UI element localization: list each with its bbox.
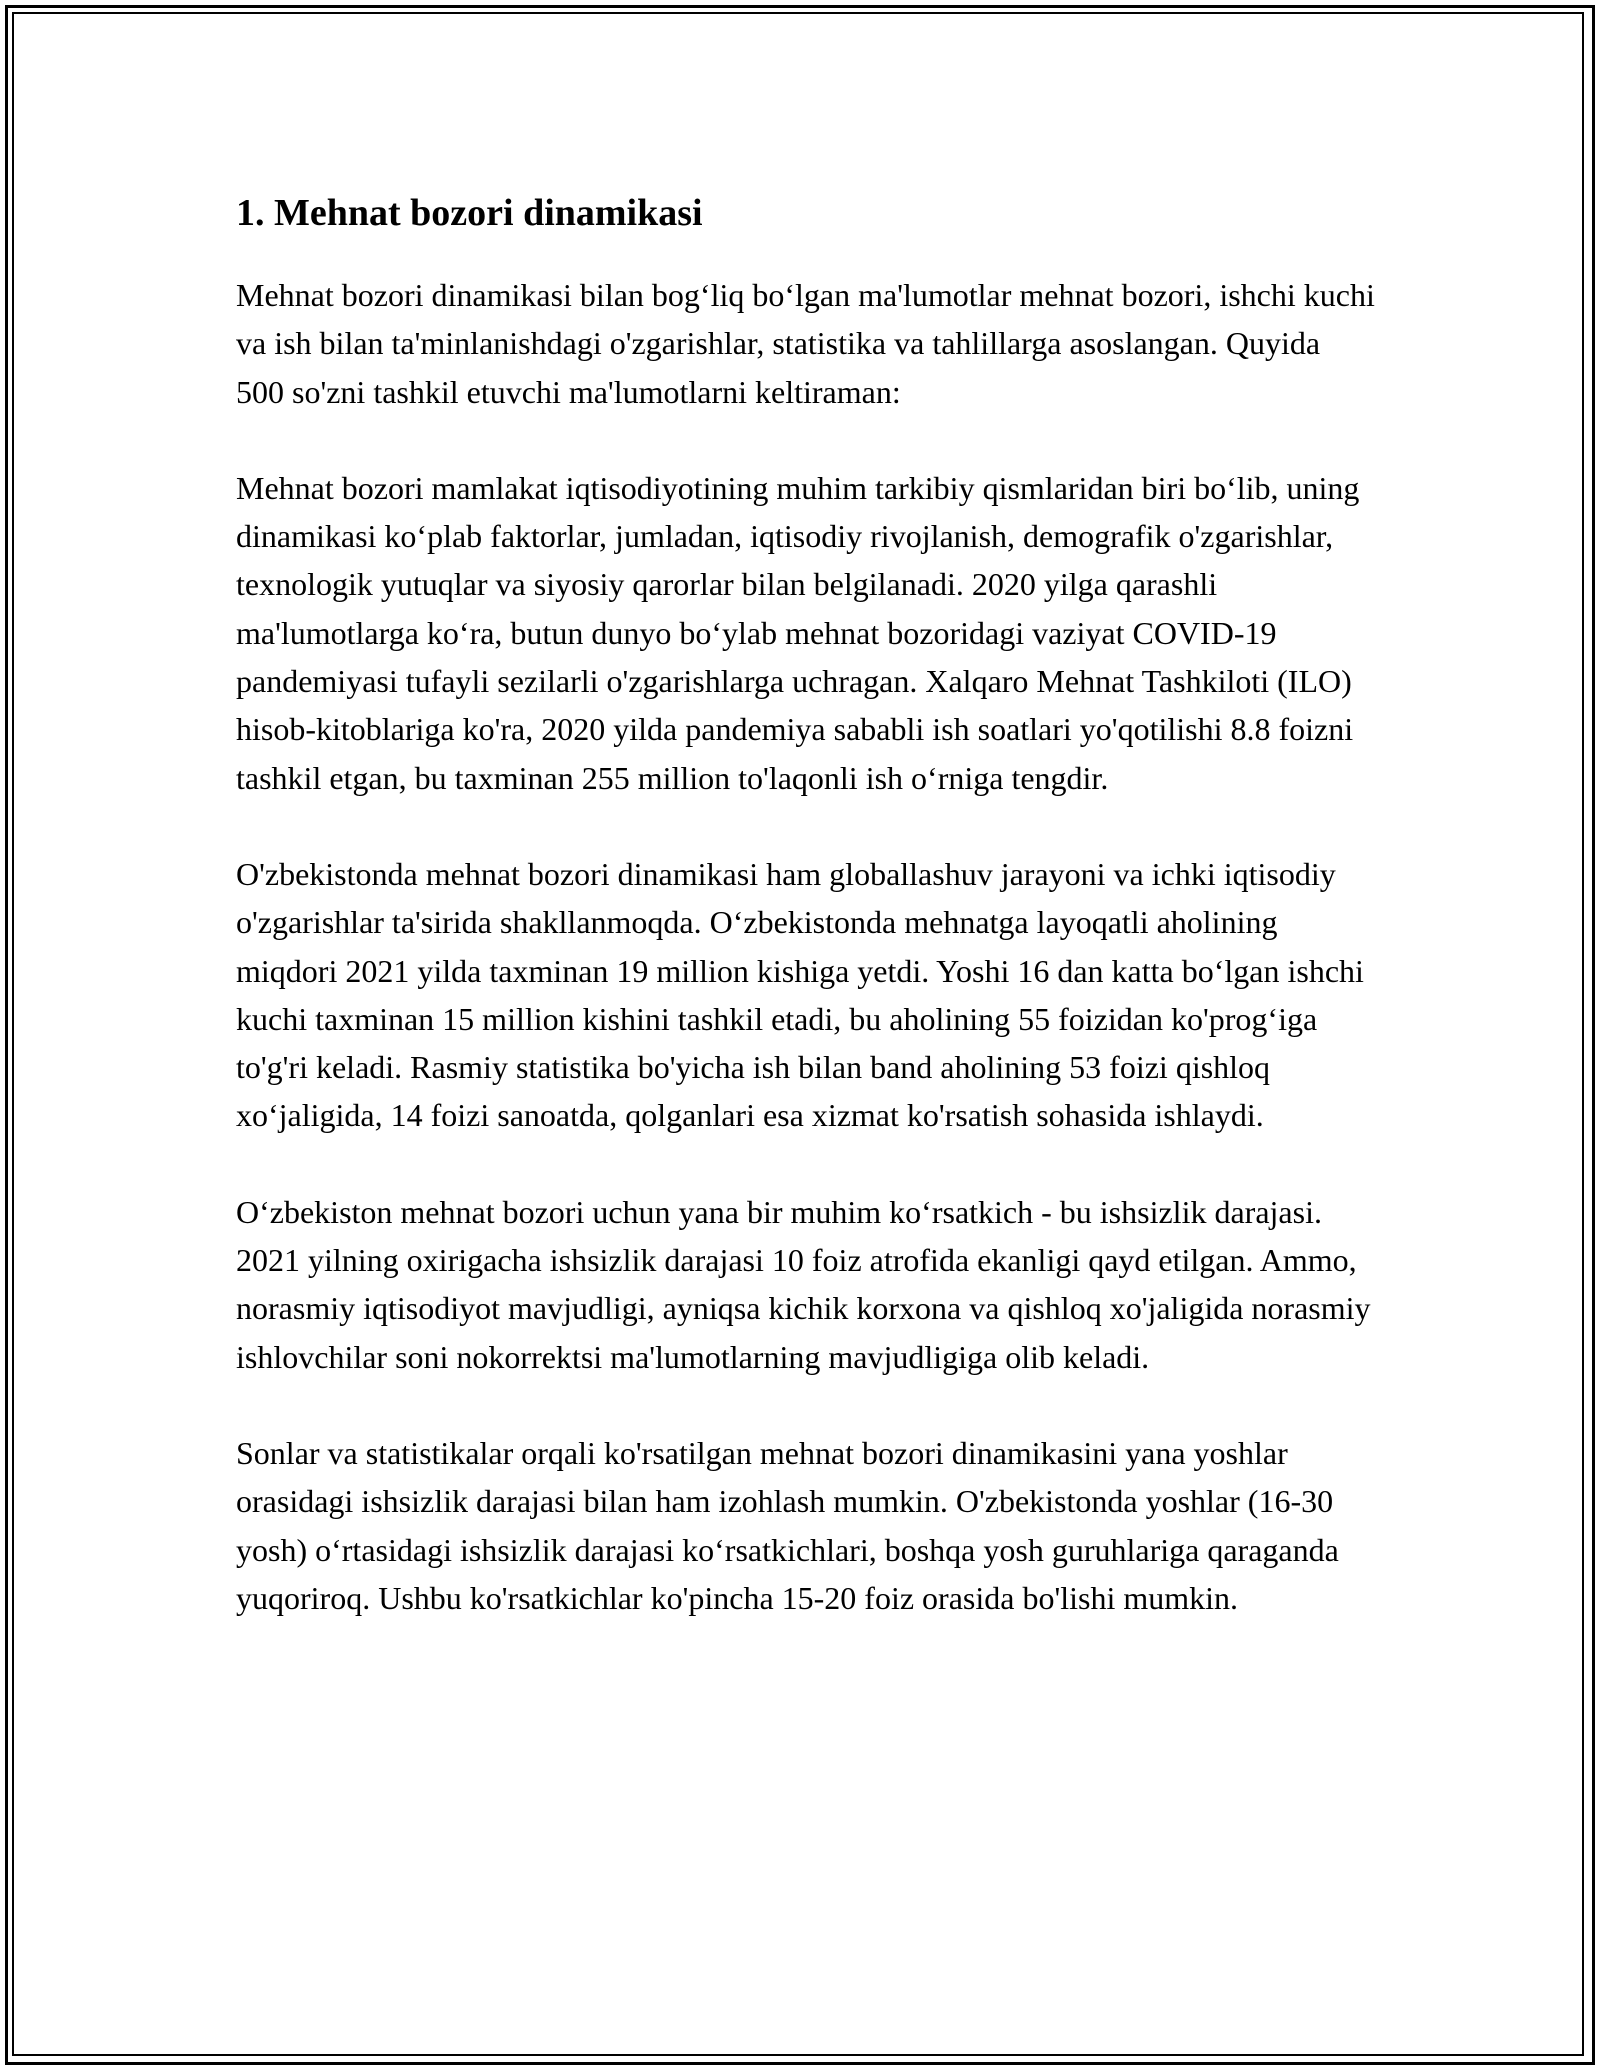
document-body xyxy=(236,185,1376,1670)
paragraph-intro: Mehnat bozori dinamikasi bilan bog‘liq bo‘lgan ma'lumotlar mehnat bozori, ishchi kuchi va ish bilan ta'minlanishdagi o'zgarishlar, statistika va tahlillarga asoslangan. Quyida 500 so'zni tashkil etuvchi ma'lumotlarni keltiraman: xyxy=(236,277,1375,410)
paragraph-global-labor-market: Mehnat bozori mamlakat iqtisodiyotining muhim tarkibiy qismlaridan biri bo‘lib, uning dinamikasi ko‘plab faktorlar, jumladan, iqtisodiy rivojlanish, demografik o'zgarishlar, texnologik yutuqlar va siyosiy qarorlar bilan belgilanadi. 2020 yilga qarashli ma'lumotlarga ko‘ra, butun dunyo bo‘ylab mehnat bozoridagi vaziyat COVID-19 pandemiyasi tufayli sezilarli o'zgarishlarga uchragan. Xalqaro Mehnat Tashkiloti (ILO) hisob-kitoblariga ko'ra, 2020 yilda pandemiya sababli ish soatlari yo'qotilishi 8.8 foizni tashkil etgan, bu taxminan 255 million to'laqonli ish o‘rniga tengdir. xyxy=(236,469,1360,796)
section-heading: 1. Mehnat bozori dinamikasi xyxy=(236,192,703,234)
paragraph-unemployment-rate: O‘zbekiston mehnat bozori uchun yana bir muhim ko‘rsatkich - bu ishsizlik darajasi. 2021 yilning oxirigacha ishsizlik darajasi 10 foiz atrofida ekanligi qayd etilgan. Ammo, norasmiy iqtisodiyot mavjudligi, ayniqsa kichik korxona va qishloq xo'jaligida norasmiy ishlovchilar soni nokorrektsi ma'lumotlarning mavjudligiga olib keladi. xyxy=(236,1193,1371,1375)
paragraph-youth-unemployment: Sonlar va statistikalar orqali ko'rsatilgan mehnat bozori dinamikasini yana yoshlar orasidagi ishsizlik darajasi bilan ham izohlash mumkin. O'zbekistonda yoshlar (16-30 yosh) o‘rtasidagi ishsizlik darajasi ko‘rsatkichlari, boshqa yosh guruhlariga qaraganda yuqoriroq. Ushbu ko'rsatkichlar ko'pincha 15-20 foiz orasida bo'lishi mumkin. xyxy=(236,1434,1339,1616)
paragraph-uzbekistan-workforce: O'zbekistonda mehnat bozori dinamikasi ham globallashuv jarayoni va ichki iqtisodiy o'zgarishlar ta'sirida shakllanmoqda. O‘zbekistonda mehnatga layoqatli aholining miqdori 2021 yilda taxminan 19 million kishiga yetdi. Yoshi 16 dan katta bo‘lgan ishchi kuchi taxminan 15 million kishini tashkil etadi, bu aholining 55 foizidan ko'prog‘iga to'g'ri keladi. Rasmiy statistika bo'yicha ish bilan band aholining 53 foizi qishloq xo‘jaligida, 14 foizi sanoatda, qolganlari esa xizmat ko'rsatish sohasida ishlaydi. xyxy=(236,855,1364,1134)
